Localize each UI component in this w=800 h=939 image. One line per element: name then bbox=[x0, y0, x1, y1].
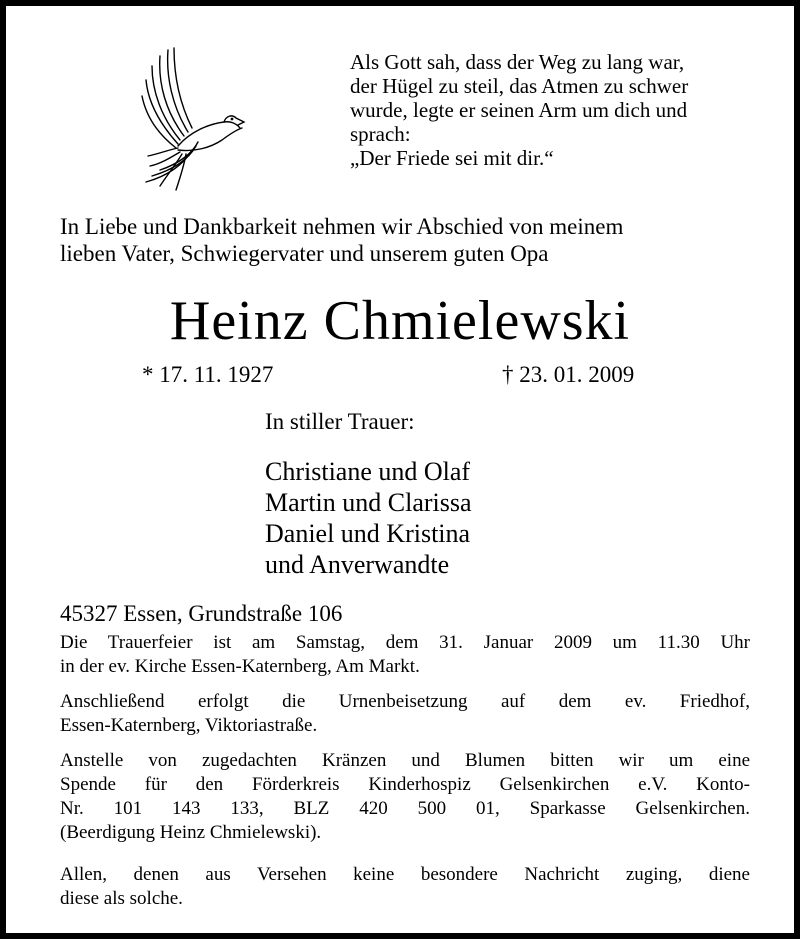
paragraph-funeral bbox=[60, 631, 750, 679]
paragraph-donation bbox=[60, 749, 750, 845]
mourner-name: Daniel und Kristina bbox=[265, 519, 471, 548]
death-date: † 23. 01. 2009 bbox=[502, 362, 635, 387]
paragraph-line: Nr. 101 143 133, BLZ 420 500 01, Sparkasse Gelsenkirchen. bbox=[60, 798, 750, 819]
deceased-name: Heinz Chmielewski bbox=[169, 290, 631, 352]
mourner-name: und Anverwandte bbox=[265, 550, 450, 579]
paragraph-burial bbox=[60, 690, 750, 738]
intro-line: In Liebe und Dankbarkeit nehmen wir Abschied von meinem bbox=[60, 214, 624, 239]
intro-text bbox=[60, 213, 623, 267]
paragraph-line: Spende für den Förderkreis Kinderhospiz Gelsenkirchen e.V. Konto- bbox=[60, 774, 750, 795]
paragraph-line: in der ev. Kirche Essen-Katernberg, Am Markt. bbox=[60, 656, 420, 677]
paragraph-line: Anstelle von zugedachten Kränzen und Blumen bitten wir um eine bbox=[60, 750, 750, 771]
paragraph-line: Allen, denen aus Versehen keine besondere Nachricht zuging, diene bbox=[60, 864, 750, 885]
paragraph-line: (Beerdigung Heinz Chmielewski). bbox=[60, 822, 322, 843]
poem-line: der Hügel zu steil, das Atmen zu schwer bbox=[350, 74, 689, 98]
birth-date: * 17. 11. 1927 bbox=[142, 362, 274, 387]
intro-line: lieben Vater, Schwiegervater und unserem guten Opa bbox=[60, 241, 549, 266]
mourners-label: In stiller Trauer: bbox=[265, 409, 415, 434]
address: 45327 Essen, Grundstraße 106 bbox=[60, 601, 343, 626]
poem-line: wurde, legte er seinen Arm um dich und bbox=[350, 98, 688, 122]
paragraph-line: diese als solche. bbox=[60, 888, 183, 909]
paragraph-line: Anschließend erfolgt die Urnenbeisetzung auf dem ev. Friedhof, bbox=[60, 691, 750, 712]
mourner-name: Martin und Clarissa bbox=[265, 488, 472, 517]
poem-line: Als Gott sah, dass der Weg zu lang war, bbox=[350, 50, 685, 74]
mourner-name: Christiane und Olaf bbox=[265, 457, 471, 486]
paragraph-line: Essen-Katernberg, Viktoriastraße. bbox=[60, 715, 318, 736]
poem-line: „Der Friede sei mit dir.“ bbox=[350, 146, 554, 170]
poem bbox=[350, 50, 688, 170]
mourners-list bbox=[265, 456, 472, 580]
paragraph-line: Die Trauerfeier ist am Samstag, dem 31. Januar 2009 um 11.30 Uhr bbox=[60, 632, 750, 653]
paragraph-notice bbox=[60, 863, 750, 911]
dove-icon bbox=[138, 46, 248, 196]
poem-line: sprach: bbox=[350, 122, 411, 146]
